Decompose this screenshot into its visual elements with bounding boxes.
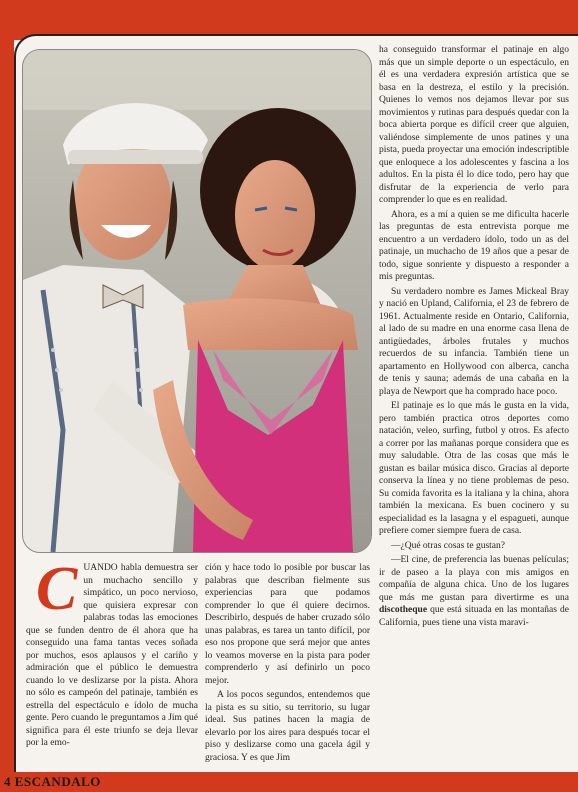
answer-bold: discotheque: [379, 605, 428, 615]
interview-question: —¿Qué otras cosas te gustan?: [391, 540, 505, 551]
skaters-photo: [22, 49, 372, 553]
answer-text: que está situada en las montañas de California, pues tiene una vista maravi-: [379, 605, 569, 628]
paragraph: ha conseguido transformar el patinaje en algo más que un simple deporte o un espectáculo, en él es una verdadera expresión artística que se basa en la destreza, el estilo y la precisión. Quienes lo vemos nos dejamos llevar por sus movimientos y rutinas para después quedar con la boca abierta porque es difícil creer que alguien, valiéndose simplemente de unos patines y una pista, pueda proyectar una emoción indescriptible que enloquece a los adolescentes y fascina a los adultos. En la pista él lo dice todo, pero hay que disfrutar de la experiencia de verlo para comprender lo que es en realidad.: [379, 45, 569, 205]
page-footer: 4 ESCANDALO: [4, 774, 101, 789]
paragraph: A los pocos segundos, entendemos que la pista es su sitio, su territorio, su lugar ideal. Sus patines hacen la magia de elevarlo por los aires para después tocar el piso y deslizarse como una gacela ágil y graciosa. Y es que Jim: [205, 690, 370, 763]
paragraph: UANDO habla demuestra ser un muchacho sencillo y simpático, un poco nervioso, que quisiera expresar con palabras todas las emociones que se funden dentro de él ahora que ha conseguido una fama tantas veces soñada por muchos, esos aplausos y el cariño y admiración que el público le demuestra cuando lo ve deslizarse por la pista. Ahora no sólo es campeón del patinaje, también es estrella del espectáculo e ídolo de mucha gente. Pero cuando le preguntamos a Jim qué significa para él este triunfo se deja llevar por la emo-: [26, 563, 199, 748]
left-column: [26, 555, 199, 752]
right-column: [379, 44, 569, 631]
paragraph: ción y hace todo lo posible por buscar las palabras que describan fielmente sus experiencias para que podamos comprender lo que él quiere decirnos. Describirlo, después de haber cruzado sólo unas palabras, es tarea un tanto difícil, por eso nos propone que será mejor que antes lo veamos moverse en la pista para poder comprenderlo y así definirlo un poco mejor.: [205, 563, 370, 686]
paragraph: Su verdadero nombre es James Mickeal Bray y nació en Upland, California, el 23 de febrero de 1961. Actualmente reside en Ontario, California, al lado de su madre en una enorme casa llena de antigüedades, árboles frutales y muchos recuerdos de su infancia. También tiene un apartamento en Hollywood con alberca, cancha de tenis y sauna; además de una cabaña en la playa de Newport que ha comprado hace poco.: [379, 286, 569, 397]
middle-column: [205, 562, 370, 766]
left-red-band: [0, 0, 14, 792]
drop-cap: C: [36, 555, 78, 623]
paragraph: Ahora, es a mí a quien se me dificulta hacerle las preguntas de esta entrevista porque me encuentro a un verdadero ídolo, todo un as del patinaje, un muchacho de 19 años que a pesar de todo, sigue sonriente y dispuesto a responder a mis preguntas.: [379, 209, 569, 282]
photo-illustration: [23, 50, 371, 552]
interview-answer: [379, 554, 569, 629]
paragraph: El patinaje es lo que más le gusta en la vida, pero también practica otros deportes como natación, veleo, surfing, futbol y otros. Es afecto a correr por las mañanas porque considera que es muy saludable. Otra de las cosas que más le gustan es bailar música disco. Gracias al deporte conserva la línea y no tiene problemas de peso. Su comida favorita es la italiana y la china, ahora también la mexicana. Es buen cocinero y su especialidad es la lasagna y el espagueti, aunque prefiere comer siempre fuera de casa.: [379, 401, 569, 536]
answer-text: —El cine, de preferencia las buenas películas; ir de paseo a la playa con mis amigos en compañía de alguna chica. Uno de los lugares que más me gustan para divertirme es una: [379, 555, 569, 603]
